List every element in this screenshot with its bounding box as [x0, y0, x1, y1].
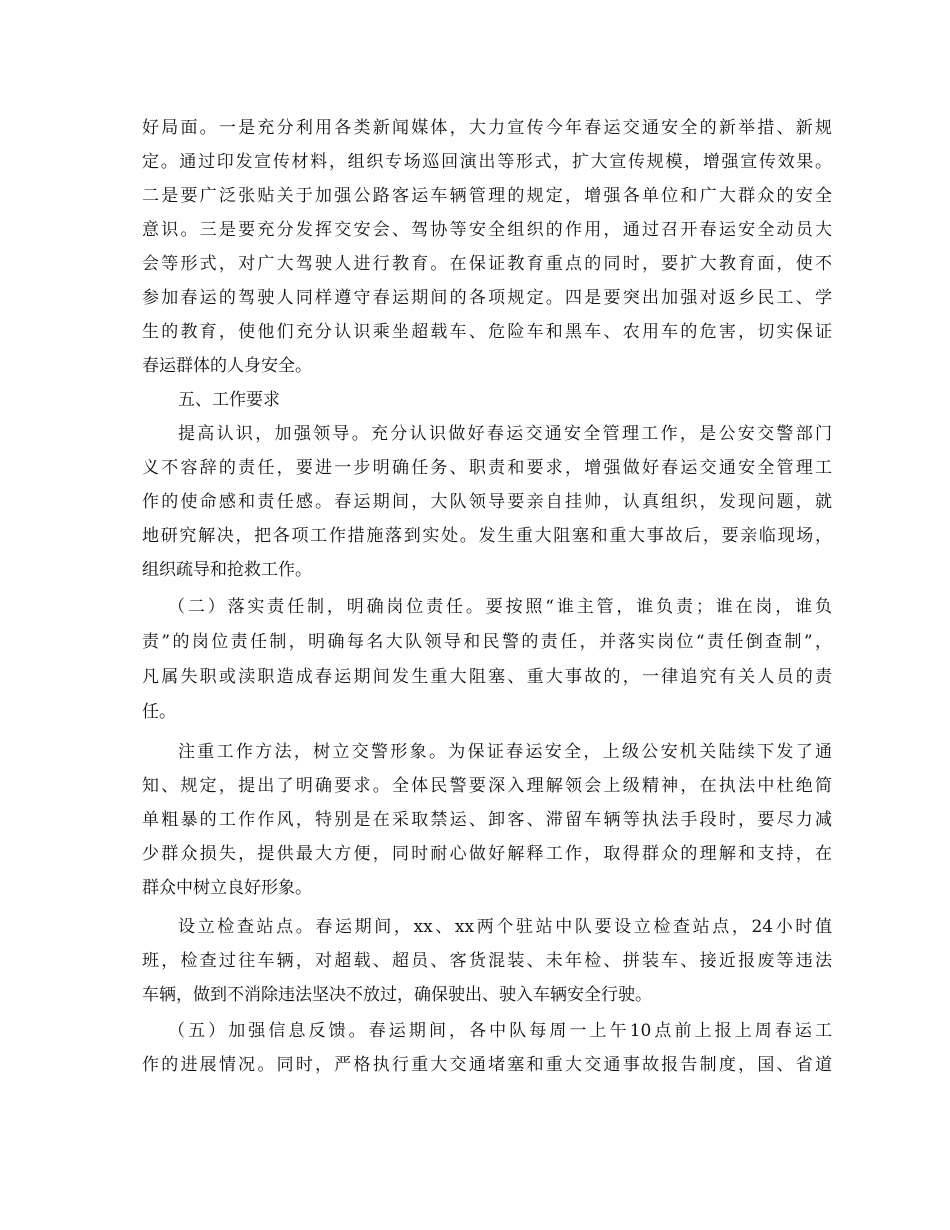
text-line: 注重工作方法，树立交警形象。为保证春运安全，上级公安机关陆续下发了通	[178, 742, 832, 762]
text-line: 定。通过印发宣传材料，组织专场巡回演出等形式，扩大宣传规模，增强宣传效果。	[142, 152, 832, 172]
text-line: 群众中树立良好形象。	[142, 878, 312, 898]
text-line: 知、规定，提出了明确要求。全体民警要深入理解领会上级精神，在执法中杜绝简	[142, 776, 832, 796]
text-line: 生的教育，使他们充分认识乘坐超载车、危险车和黑车、农用车的危害，切实保证	[142, 322, 832, 342]
text-line: 少群众损失，提供最大方便，同时耐心做好解释工作，取得群众的理解和支持，在	[142, 844, 832, 864]
text-line: 参加春运的驾驶人同样遵守春运期间的各项规定。四是要突出加强对返乡民工、学	[142, 288, 832, 308]
text-line: （五）加强信息反馈。春运期间，各中队每周一上午10点前上报上周春运工	[168, 1021, 832, 1041]
text-line: 会等形式，对广大驾驶人进行教育。在保证教育重点的同时，要扩大教育面，使不	[142, 254, 832, 274]
text-line: 作的使命感和责任感。春运期间，大队领导要亲自挂帅，认真组织，发现问题，就	[142, 492, 832, 512]
text-line: 班，检查过往车辆，对超载、超员、客货混装、未年检、拼装车、接近报废等违法	[142, 951, 832, 971]
text-line: 设立检查站点。春运期间，xx、xx两个驻站中队要设立检查站点，24小时值	[178, 917, 832, 937]
text-line: 单粗暴的工作作风，特别是在采取禁运、卸客、滞留车辆等执法手段时，要尽力减	[142, 810, 832, 830]
section-heading: 五、工作要求	[178, 390, 280, 410]
text-line: 组织疏导和抢救工作。	[142, 560, 312, 580]
text-line: 责”的岗位责任制，明确每名大队领导和民警的责任，并落实岗位“责任倒查制”，	[142, 632, 832, 652]
text-line: 二是要广泛张贴关于加强公路客运车辆管理的规定，增强各单位和广大群众的安全	[142, 186, 832, 206]
text-line: 车辆，做到不消除违法坚决不放过，确保驶出、驶入车辆安全行驶。	[142, 985, 652, 1005]
text-line: （二）落实责任制，明确岗位责任。要按照“谁主管，谁负责；谁在岗，谁负	[168, 597, 832, 617]
text-line: 提高认识，加强领导。充分认识做好春运交通安全管理工作，是公安交警部门	[178, 424, 832, 444]
text-line: 任。	[142, 702, 176, 722]
text-line: 意识。三是要充分发挥交安会、驾协等安全组织的作用，通过召开春运安全动员大	[142, 220, 832, 240]
text-line: 春运群体的人身安全。	[142, 356, 312, 376]
text-line: 作的进展情况。同时，严格执行重大交通堵塞和重大交通事故报告制度，国、省道	[142, 1055, 832, 1075]
text-line: 地研究解决，把各项工作措施落到实处。发生重大阻塞和重大事故后，要亲临现场，	[142, 526, 832, 546]
text-line: 凡属失职或渎职造成春运期间发生重大阻塞、重大事故的，一律追究有关人员的责	[142, 667, 832, 687]
text-line: 好局面。一是充分利用各类新闻媒体，大力宣传今年春运交通安全的新举措、新规	[142, 118, 832, 138]
text-line: 义不容辞的责任，要进一步明确任务、职责和要求，增强做好春运交通安全管理工	[142, 458, 832, 478]
